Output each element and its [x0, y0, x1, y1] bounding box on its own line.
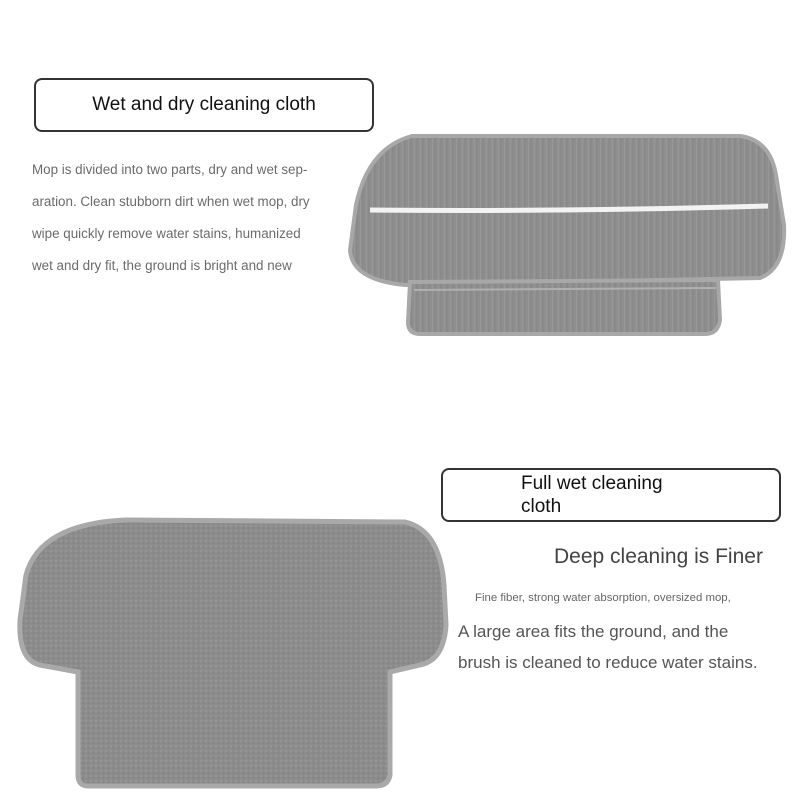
desc2-line-2: brush is cleaned to reduce water stains. [458, 653, 758, 672]
full-wet-title-line-1: Full wet cleaning [521, 473, 663, 494]
full-wet-cloth-title [521, 472, 663, 518]
full-wet-cloth-label-box [441, 468, 781, 522]
desc1-line-4: wet and dry fit, the ground is bright and new [32, 258, 292, 273]
full-wet-title-line-2: cloth [521, 496, 562, 517]
wet-dry-cloth-description [32, 154, 352, 282]
desc1-line-3: wipe quickly remove water stains, humanized [32, 226, 301, 241]
deep-cleaning-heading: Deep cleaning is Finer [554, 545, 763, 568]
desc2-line-1: A large area fits the ground, and the [458, 622, 729, 641]
wet-dry-cloth-label-box [34, 78, 374, 132]
wet-dry-cloth-title: Wet and dry cleaning cloth [92, 94, 316, 115]
desc1-line-1: Mop is divided into two parts, dry and wet sep- [32, 162, 308, 177]
full-wet-cloth-description [458, 616, 794, 678]
desc1-line-2: aration. Clean stubborn dirt when wet mop, dry [32, 194, 310, 209]
fiber-subtext: Fine fiber, strong water absorption, oversized mop, [475, 592, 731, 604]
